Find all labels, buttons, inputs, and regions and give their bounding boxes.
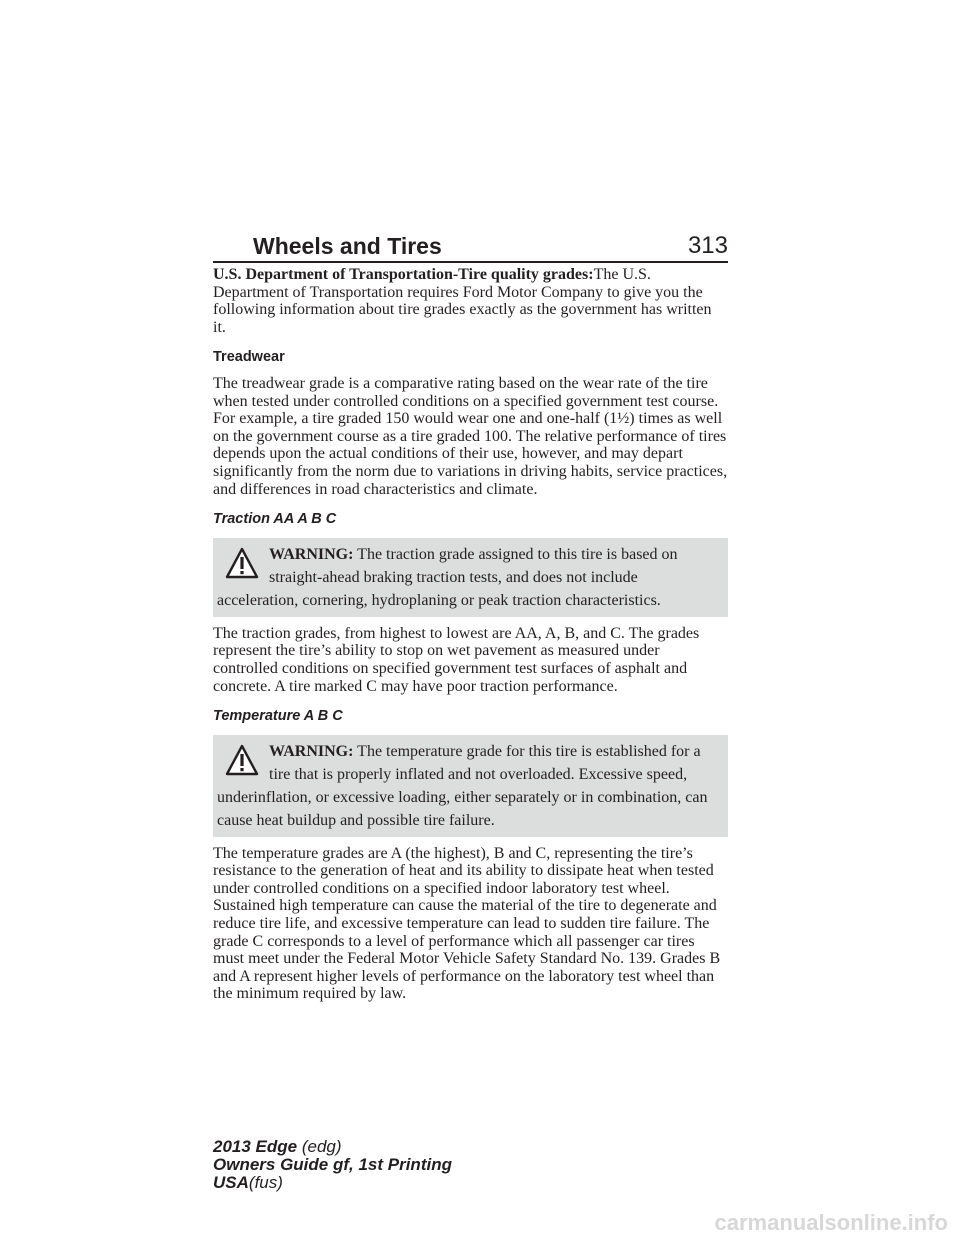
- warning-text: The temperature grade for this tire is established for a tire that is properly inflated and not overloaded. Excessive speed, underinflation, or excessive loading, either separately or in combination, can cause heat buildup and possible tire failure.: [217, 742, 708, 829]
- temperature-heading: Temperature A B C: [213, 708, 343, 725]
- intro-paragraph: [213, 266, 728, 336]
- footer-line-2: [213, 1156, 452, 1174]
- warning-text: The traction grade assigned to this tire is based on straight-ahead braking traction tests, and does not include acceleration, cornering, hydroplaning or peak traction characteristics.: [217, 545, 678, 609]
- footer-line-3: [213, 1174, 452, 1192]
- temperature-paragraph: The temperature grades are A (the highest), B and C, representing the tire’s resistance to the generation of heat and its ability to dissipate heat when tested under controlled conditions on a specified indoor laboratory test wheel. Sustained high temperature can cause the material of the tire to degenerate and reduce tire life, and excessive temperature can lead to sudden tire failure. The grade C corresponds to a level of performance which all passenger car tires must meet under the Federal Motor Vehicle Safety Standard No. 139. Grades B and A represent higher levels of performance on the laboratory test wheel than the minimum required by law.: [213, 844, 721, 1003]
- traction-heading: Traction AA A B C: [213, 511, 337, 528]
- page-header: [213, 226, 728, 260]
- header-rule: [213, 261, 728, 263]
- warning-triangle-icon: [225, 744, 259, 776]
- watermark: carmanualsonline.info: [714, 1210, 948, 1235]
- footer-market: USA: [213, 1173, 249, 1192]
- treadwear-heading: Treadwear: [213, 349, 285, 366]
- footer-line-1: [213, 1138, 452, 1156]
- footer-model-code: (edg): [301, 1137, 342, 1156]
- traction-paragraph: The traction grades, from highest to lowest are AA, A, B, and C. The grades represent the tire’s ability to stop on wet pavement as measured under controlled conditions on specified government test surfaces of asphalt and concrete. A tire marked C may have poor traction performance.: [213, 624, 700, 695]
- intro-lead: U.S. Department of Transportation-Tire quality grades:: [213, 266, 594, 283]
- page-number: 313: [687, 232, 728, 259]
- page-title: Wheels and Tires: [253, 233, 442, 259]
- warning-label: WARNING:: [269, 545, 354, 563]
- page-content: [213, 266, 728, 1016]
- intro-text: The U.S. Department of Transportation requires Ford Motor Company to give you the following information about tire grades exactly as the government has written it.: [213, 266, 712, 336]
- footer-market-code: (fus): [248, 1173, 283, 1192]
- warning-triangle-icon: [225, 547, 259, 579]
- treadwear-paragraph: The treadwear grade is a comparative rating based on the wear rate of the tire when tested under controlled conditions on a specified government test course. For example, a tire graded 150 would wear one and one-half (1½) times as well on the government course as a tire graded 100. The relative performance of tires depends upon the actual conditions of their use, however, and may depart significantly from the norm due to variations in driving habits, service practices, and differences in road characteristics and climate.: [213, 374, 728, 498]
- warning-label: WARNING:: [269, 742, 354, 760]
- edition-footer: [213, 1138, 452, 1192]
- traction-warning: [213, 538, 728, 617]
- temperature-warning: [213, 735, 728, 837]
- footer-guide: Owners Guide gf, 1st Printing: [213, 1155, 452, 1174]
- footer-model: 2013 Edge: [213, 1137, 298, 1156]
